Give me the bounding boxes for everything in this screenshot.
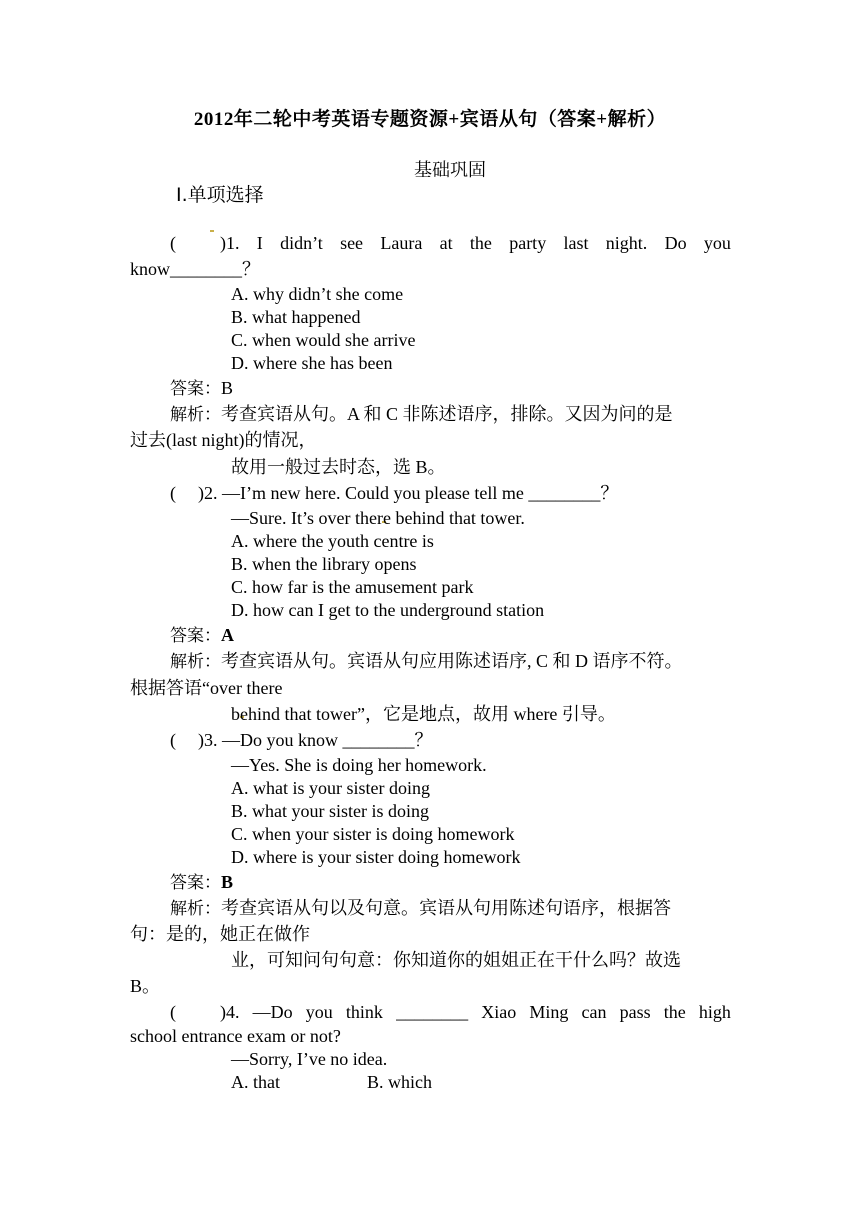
q1-number: ( )1. [170, 233, 240, 253]
q1-word: Do [664, 233, 687, 253]
answer-value: A [221, 625, 234, 645]
q1-word: Laura [380, 233, 423, 253]
document-title: 2012年二轮中考英语专题资源+宾语从句（答案+解析） [193, 109, 667, 130]
answer-label: 答案： [170, 873, 221, 893]
q2-answer [170, 624, 771, 648]
q4-option-a: A. that [231, 1072, 280, 1092]
q2-option-a: A. where the youth centre is [231, 531, 434, 551]
q3-stem: ( )3. —Do you know ________？ [170, 730, 433, 750]
q4-word: the [663, 1002, 686, 1022]
answer-label: 答案： [170, 626, 221, 646]
q4-word: high [698, 1002, 731, 1022]
answer-label: 答案： [170, 379, 221, 399]
q3-option-b: B. what your sister is doing [231, 801, 429, 821]
q4-option-b: B. which [367, 1072, 432, 1092]
q3-analysis-line2: 句：是的，她正在做作 [130, 924, 310, 944]
q1-word: see [340, 233, 364, 253]
analysis-text: 考查宾语从句以及句意。宾语从句用陈述句语序，根据答 [221, 898, 671, 918]
q1-word: night. [605, 233, 648, 253]
q1-word: didn’t [280, 233, 323, 253]
q4-word: can [581, 1002, 607, 1022]
q3-option-d: D. where is your sister doing homework [231, 847, 521, 867]
q2-analysis-line2: 根据答语“over there [130, 678, 283, 698]
section-heading: Ⅰ.单项选择 [176, 184, 264, 206]
q3-analysis-line4: B。 [130, 976, 161, 996]
q4-word: —Do [252, 1002, 293, 1022]
q4-word: Xiao [481, 1002, 517, 1022]
q4-stem-line [170, 1001, 731, 1024]
analysis-text: 考查宾语从句。宾语从句应用陈述语序, C 和 D 语序不符。 [221, 651, 683, 671]
q2-reply: —Sure. It’s over there behind that tower. [231, 508, 525, 528]
q1-answer [170, 377, 771, 401]
q2-option-b: B. when the library opens [231, 554, 417, 574]
section-subtitle: 基础巩固 [414, 160, 486, 180]
q3-analysis-line3: 业，可知问句句意：你知道你的姐姐正在干什么吗？故选 [231, 950, 681, 970]
q2-option-d: D. how can I get to the underground station [231, 600, 545, 620]
q1-option-b: B. what happened [231, 307, 361, 327]
q4-word: pass [619, 1002, 651, 1022]
analysis-label: 解析： [170, 652, 221, 672]
q2-option-c: C. how far is the amusement park [231, 577, 474, 597]
analysis-label: 解析： [170, 899, 221, 919]
answer-value: B [221, 378, 234, 398]
q3-option-a: A. what is your sister doing [231, 778, 430, 798]
q2-analysis-line3: behind that tower”，它是地点，故用 where 引导。 [231, 704, 616, 724]
q1-word: I [256, 233, 263, 253]
q4-stem-continuation: school entrance exam or not? [130, 1026, 341, 1046]
q1-option-d: D. where she has been [231, 353, 393, 373]
q2-stem: ( )2. —I’m new here. Could you please tell me ________？ [170, 483, 619, 503]
q4-word: think [345, 1002, 383, 1022]
q3-reply: —Yes. She is doing her homework. [231, 755, 487, 775]
q4-blank: ________ [396, 1002, 469, 1022]
q1-word: you [703, 233, 731, 253]
q3-option-c: C. when your sister is doing homework [231, 824, 515, 844]
answer-value: B [221, 872, 234, 892]
q1-word: last [563, 233, 589, 253]
analysis-text: 考查宾语从句。A 和 C 非陈述语序，排除。又因为问的是 [221, 404, 673, 424]
q1-analysis-line2: 过去(last night)的情况， [130, 430, 317, 450]
q1-word: the [469, 233, 492, 253]
q1-word: party [509, 233, 547, 253]
q1-analysis-line3: 故用一般过去时态，选 B。 [231, 457, 446, 477]
analysis-label: 解析： [170, 405, 221, 425]
q1-stem-continuation: know________？ [130, 259, 260, 279]
q3-analysis-line1 [170, 897, 771, 921]
q1-stem-line [170, 232, 731, 255]
q4-reply: —Sorry, I’ve no idea. [231, 1049, 388, 1069]
q1-word: at [439, 233, 453, 253]
q4-word: you [305, 1002, 333, 1022]
q4-number: ( )4. [170, 1002, 240, 1022]
q4-word: Ming [529, 1002, 569, 1022]
q1-option-a: A. why didn’t she come [231, 284, 404, 304]
q3-answer [170, 871, 771, 895]
q1-option-c: C. when would she arrive [231, 330, 416, 350]
q1-analysis-line1 [170, 403, 771, 427]
q2-analysis-line1 [170, 650, 771, 674]
